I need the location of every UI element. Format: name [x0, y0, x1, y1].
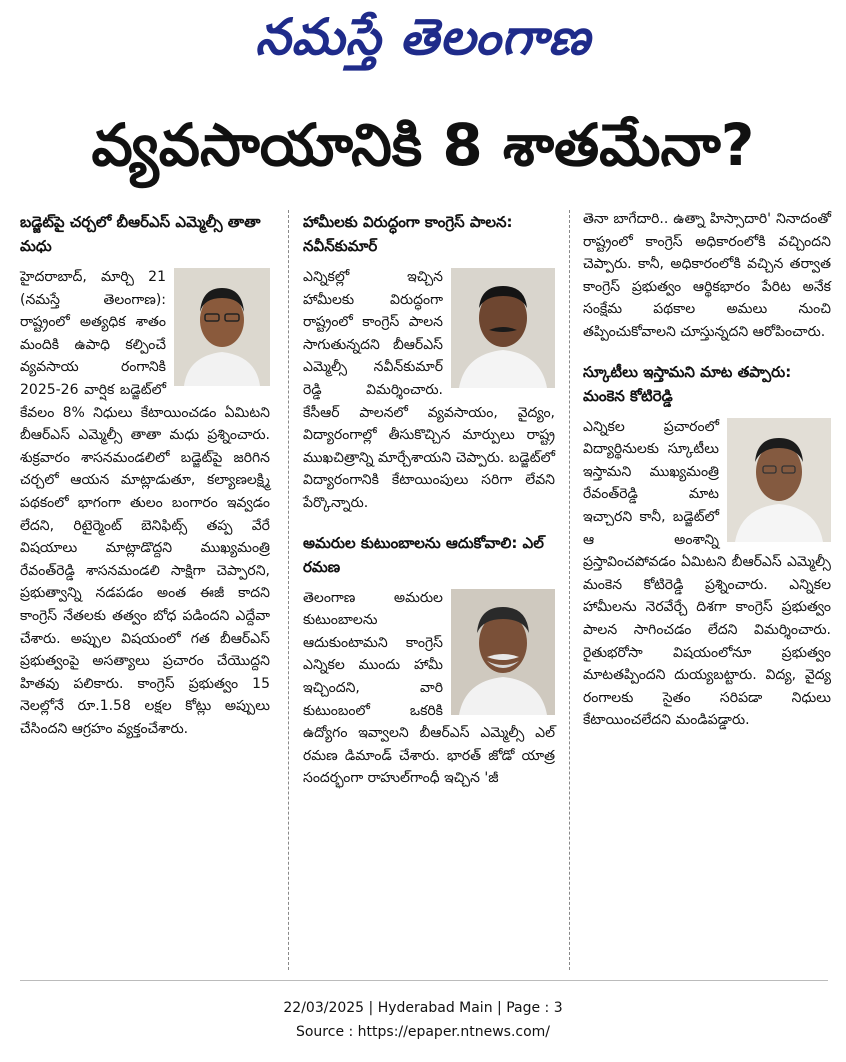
story-subhead: బడ్జెట్‌పై చర్చలో బీఆర్‌ఎస్ ఎమ్మెల్సీ తాతా మధు — [20, 213, 261, 255]
portrait-photo — [451, 589, 555, 715]
headline: వ్యవసాయానికి 8 శాతమేనా? — [91, 111, 755, 179]
story-body: తెనా బాగేదారి.. ఉత్నా హిస్సాదారి' నినాదంతో రాష్ట్రంలో కాంగ్రెస్ అధికారంలోకి వచ్చిందని చెప్పారు. కానీ, అధికారంలోకి వచ్చిన తర్వాత కాంగ్రెస్ ప్రభుత్వం ఆర్థికభారం పేరిట అనేక సంక్షేమ పథకాల అమలు నుంచి తప్పించుకోవాలని చూస్తున్నదని ఆరోపించారు. — [583, 211, 831, 340]
footer — [0, 996, 846, 1044]
story-body: హైదరాబాద్, మార్చి 21 (నమస్తే తెలంగాణ): రాష్ట్రంలో అత్యధిక శాతం మందికి ఉపాధి కల్పించే వ్యవసాయ రంగానికి 2025-26 వార్షిక బడ్జెట్‌లో కేవలం 8% నిధులు కేటాయించడం ఏమిటని బీఆర్‌ఎస్ ఎమ్మెల్సీ తాతా మధు ప్రశ్నించారు. శుక్రవారం శాసనమండలిలో బడ్జెట్‌పై జరిగిన చర్చలో ఆయన మాట్లాడుతూ, కల్యాణలక్ష్మి పథకంలో భాగంగా తులం బంగారం ఇవ్వడం లేదని, రిటైర్మెంట్ బెనిఫిట్స్ తప్ప వేరే విషయాలు మాట్లాడొద్దని ముఖ్యమంత్రి రేవంత్‌రెడ్డి శాసనమండలి సాక్షిగా చెప్పారని, ప్రభుత్వాన్ని నడపడం అంత ఈజీ కాదని కాంగ్రెస్ నేతలకు తత్వం బోధ పడిందని ఎద్దేవా చేశారు. అప్పుల విషయంలో గత బీఆర్‌ఎస్ ప్రభుత్వంపై అసత్యాలు ప్రచారం చేయొద్దని హితవు పలికారు. కాంగ్రెస్ ప్రభుత్వం 15 నెలల్లోనే రూ.1.58 లక్షల కోట్లు అప్పులు చేసిందని ఆగ్రహం వ్యక్తంచేశారు. — [20, 269, 270, 737]
column-divider — [288, 210, 289, 970]
portrait-photo — [174, 268, 270, 386]
story-subhead: హామీలకు విరుద్ధంగా కాంగ్రెస్ పాలన: నవీన్‌కుమార్ — [303, 213, 513, 255]
column-2 — [303, 208, 555, 790]
story-body: ఎన్నికల్లో ఇచ్చిన హామీలకు విరుద్ధంగా రాష్ట్రంలో కాంగ్రెస్ పాలన సాగుతున్నదని బీఆర్‌ఎస్ ఎమ్మెల్సీ నవీన్‌కుమార్ రెడ్డి విమర్శించారు. కేసీఆర్ పాలనలో వ్యవసాయం, వైద్యం, విద్యారంగాల్లో తీసుకొచ్చిన మార్పులు రాష్ట్ర ముఖచిత్రాన్ని మార్చేశాయని చెప్పారు. బడ్జెట్‌లో విద్యారంగానికి కేటాయింపులు సరిగా లేవని పేర్కొన్నారు. — [303, 269, 555, 511]
masthead-title: నమస్తే తెలంగాణ — [255, 8, 591, 66]
portrait-photo — [451, 268, 555, 388]
footer-date-edition: 22/03/2025 | Hyderabad Main | Page : 3 — [283, 1000, 563, 1016]
portrait-photo — [727, 418, 831, 542]
footer-divider — [20, 980, 828, 981]
column-1 — [20, 208, 270, 740]
masthead — [0, 0, 846, 78]
story-subhead: స్కూటీలు ఇస్తామని మాట తప్పారు: మంకెన కోటిరెడ్డి — [583, 362, 792, 405]
story-body: ఎన్నికల ప్రచారంలో విద్యార్థినులకు స్కూటీలు ఇస్తామని ముఖ్యమంత్రి రేవంత్‌రెడ్డి మాట ఇచ్చారని కానీ, బడ్జెట్‌లో ఆ అంశాన్ని ప్రస్తావించపోవడం ఏమిటని బీఆర్‌ఎస్ ఎమ్మెల్సీ మంకెన కోటిరెడ్డి ప్రశ్నించారు. ఎన్నికల హామీలను నెరవేర్చే దిశగా కాంగ్రెస్ ప్రభుత్వం పాలన సాగించడం లేదని విమర్శించారు. రైతుభరోసా విషయంలోనూ ప్రభుత్వం మాటతప్పిందని దుయ్యబట్టారు. విద్య, వైద్య రంగాలకు సైతం సరిపడా నిధులు కేటాయించలేదని మండిపడ్డారు. — [583, 418, 831, 729]
story-subhead: అమరుల కుటుంబాలను ఆదుకోవాలి: ఎల్ రమణ — [303, 533, 544, 576]
footer-source: Source : https://epaper.ntnews.com/ — [295, 1024, 551, 1040]
column-3 — [583, 208, 831, 732]
column-divider — [569, 210, 570, 970]
story-body: తెలంగాణ అమరుల కుటుంబాలను ఆదుకుంటామని కాంగ్రెస్ ఎన్నికల ముందు హామీ ఇచ్చిందని, వారి కుటుంబంలో ఒకరికి ఉద్యోగం ఇవ్వాలని బీఆర్‌ఎస్ ఎమ్మెల్సీ ఎల్ రమణ డిమాండ్ చేశారు. భారత్ జోడో యాత్ర సందర్భంగా రాహుల్‌గాంధీ ఇచ్చిన 'జీ — [303, 589, 555, 787]
